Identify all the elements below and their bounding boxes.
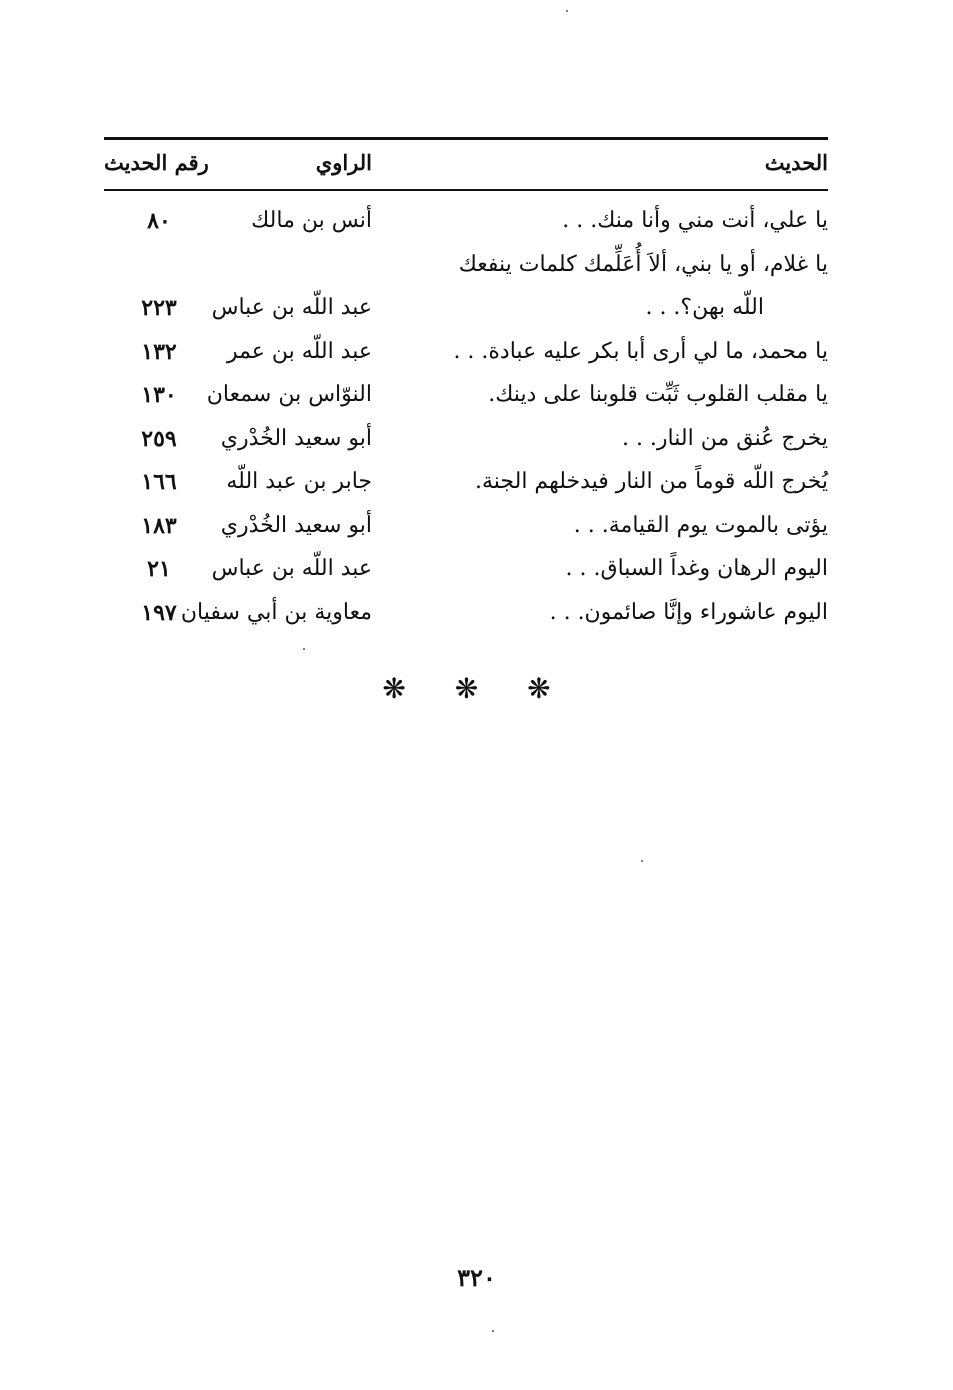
table-row: [104, 597, 828, 641]
hadith-text: اليوم عاشوراء وإنَّا صائمون. . .: [549, 599, 828, 625]
narrator-name: أنس بن مالك: [251, 208, 372, 233]
narrator-name: أبو سعيد الخُدْري: [220, 425, 372, 451]
hadith-text: يُخرج اللّه قوماً من النار فيدخلهم الجنة.: [474, 469, 828, 494]
narrator-name: معاوية بن أبي سفيان: [180, 599, 372, 625]
narrator-name: جابر بن عبد اللّه: [226, 469, 372, 494]
hadith-text: يا غلام، أو يا بني، ألاَ أُعَلِّمك كلمات ينفعك: [458, 251, 828, 277]
narrator-name: أبو سعيد الخُدْري: [220, 512, 372, 538]
table-row: [104, 292, 828, 336]
table-row: [104, 510, 828, 554]
hadith-text: يا مقلب القلوب ثَبِّت قلوبنا على دينك.: [488, 382, 828, 407]
hadith-number: ١٩٧: [141, 599, 177, 626]
header-rule: [104, 189, 828, 191]
header-narrator: الراوي: [315, 150, 372, 175]
hadith-text: يخرج عُنق من النار. . .: [621, 425, 828, 451]
hadith-number: ٨٠: [147, 208, 171, 234]
table-row: [104, 336, 828, 380]
narrator-name: عبد اللّه بن عمر: [226, 338, 372, 364]
hadith-text: يؤتى بالموت يوم القيامة. . .: [573, 512, 828, 538]
header-hadith: الحديث: [764, 150, 828, 175]
hadith-number: ٢١: [147, 556, 171, 582]
table-row: [104, 466, 828, 510]
narrator-name: النوّاس بن سمعان: [206, 382, 372, 407]
narrator-name: عبد اللّه بن عباس: [211, 556, 372, 581]
speck: [641, 860, 643, 862]
hadith-number: ١٣٢: [141, 338, 177, 365]
table-body: [104, 205, 828, 640]
table-row: [104, 205, 828, 249]
page-number: ٣٢٠: [457, 1263, 496, 1292]
speck: [303, 648, 305, 650]
hadith-text: يا علي، أنت مني وأنا منك. . .: [562, 208, 828, 233]
hadith-number: ١٦٦: [141, 469, 177, 495]
hadith-text: يا محمد، ما لي أرى أبا بكر عليه عبادة. . .: [453, 338, 828, 364]
hadith-number: ١٣٠: [141, 382, 177, 408]
hadith-number: ٢٥٩: [141, 425, 177, 452]
header-number: رقم الحديث: [104, 150, 209, 175]
hadith-number: ٢٢٣: [141, 295, 177, 321]
speck: [566, 10, 568, 12]
hadith-text: اليوم الرهان وغداً السباق. . .: [565, 556, 828, 581]
table-row: [104, 249, 828, 293]
table-row: [104, 379, 828, 423]
speck: [492, 1330, 494, 1332]
narrator-name: عبد اللّه بن عباس: [211, 295, 372, 320]
table-row: [104, 423, 828, 467]
table-header: [104, 140, 828, 188]
section-separator: ❋ ❋ ❋: [382, 672, 571, 705]
hadith-index-table: [104, 137, 828, 640]
hadith-text: اللّه بهن؟. . .: [645, 295, 764, 320]
table-row: [104, 553, 828, 597]
hadith-number: ١٨٣: [141, 512, 177, 539]
